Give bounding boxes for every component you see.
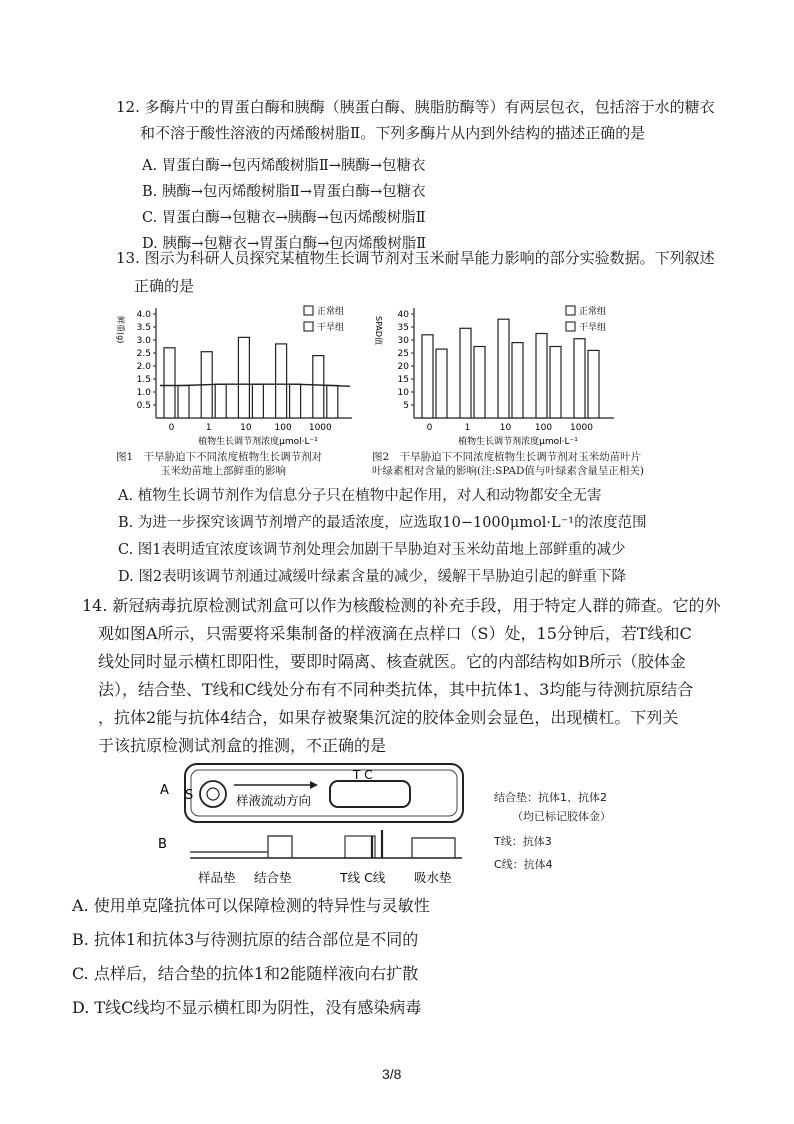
y-tick-label: 25 (397, 349, 409, 359)
bar-normal (574, 339, 585, 418)
bar-normal (460, 328, 471, 418)
sample-well-inner (207, 788, 219, 800)
q14-option-d: D. T线C线均不显示横杠即为阴性，没有感染病毒 (72, 998, 422, 1017)
bar-drought (327, 386, 338, 419)
legend-label: 干旱组 (317, 323, 345, 333)
fig2-caption-line1: 图2 干旱胁迫下不同浓度植物生长调节剂对玉米幼苗叶片 (372, 451, 642, 463)
y-tick-label: 0.5 (136, 401, 151, 411)
q13-option-a: A. 植物生长调节剂作为信息分子只在植物中起作用，对人和动物都安全无害 (118, 488, 602, 504)
y-tick-label: 3.5 (136, 323, 151, 333)
y-tick-label: 1.5 (136, 375, 151, 385)
flow-direction-label: 样液流动方向 (236, 793, 312, 808)
x-tick-label: 0 (426, 423, 433, 433)
x-axis-label: 植物生长调节剂浓度μmol·L⁻¹ (458, 437, 578, 447)
note-colloidal-gold: （均已标记胶体金） (512, 810, 611, 823)
x-tick-label: 0 (168, 423, 175, 433)
bar-normal (238, 337, 249, 418)
q14-stem-line3: 线处同时显示横杠即阳性，要即时隔离、核查就医。它的内部结构如B所示（胶体金 (98, 652, 686, 671)
y-tick-label: 35 (397, 323, 409, 333)
q12-option-c: C. 胃蛋白酶→包糖衣→胰酶→包丙烯酸树脂Ⅱ (142, 210, 426, 226)
x-tick-label: 10 (499, 423, 512, 433)
y-tick-label: 4.0 (136, 310, 151, 320)
y-tick-label: 2.0 (136, 362, 151, 372)
y-tick-label: 5 (403, 401, 409, 411)
x-tick-label: 1 (464, 423, 471, 433)
bar-drought (215, 384, 226, 418)
fig1-caption-line2: 玉米幼苗地上部鲜重的影响 (160, 465, 286, 477)
bar-drought (252, 384, 263, 418)
q13-option-b: B. 为进一步探究该调节剂增产的最适浓度，应选取10−1000μmol·L⁻¹的浓度范围 (118, 515, 647, 531)
y-tick-label: 20 (397, 362, 409, 372)
bar-drought (512, 343, 523, 418)
bar-normal (536, 334, 547, 419)
y-tick-label: 10 (397, 388, 409, 398)
bar-drought (178, 386, 189, 419)
x-axis-label: 植物生长调节剂浓度μmol·L⁻¹ (198, 437, 318, 447)
bar-normal (498, 319, 509, 418)
absorbent-pad (412, 838, 455, 858)
bar-drought (588, 350, 599, 418)
q14-stem-line5: ，抗体2能与抗体4结合，如果存被聚集沉淀的胶体金则会显色，出现横杠。下列关 (98, 708, 679, 727)
part-tc-lines: T线 C线 (340, 870, 386, 885)
test-kit-diagram (150, 758, 480, 893)
note-conjugate-pad: 结合垫：抗体1、抗体2 (494, 791, 607, 804)
bar-drought (290, 384, 301, 418)
x-tick-label: 10 (240, 423, 252, 433)
sample-port-label: S (185, 788, 194, 803)
legend-label: 正常组 (317, 307, 345, 317)
legend-swatch (566, 322, 575, 331)
legend-swatch (566, 306, 575, 315)
x-tick-label: 1 (205, 423, 212, 433)
q14-option-a: A. 使用单克隆抗体可以保障检测的特异性与灵敏性 (72, 896, 430, 915)
bar-normal (422, 335, 433, 418)
x-tick-label: 100 (274, 423, 292, 433)
note-c-line: C线：抗体4 (494, 858, 553, 871)
note-t-line: T线：抗体3 (494, 835, 552, 848)
bar-drought (550, 347, 561, 419)
q13-stem-line2: 正确的是 (134, 277, 195, 295)
legend-label: 干旱组 (579, 323, 607, 333)
q12-option-a: A. 胃蛋白酶→包丙烯酸树脂Ⅱ→胰酶→包糖衣 (142, 158, 426, 174)
q12-option-d: D. 胰酶→包糖衣→胃蛋白酶→包丙烯酸树脂Ⅱ (142, 236, 427, 252)
result-window (330, 781, 410, 807)
legend-swatch (304, 322, 313, 331)
page-number: 3/8 (382, 1066, 402, 1082)
q14-stem-line2: 观如图A所示，只需要将采集制备的样液滴在点样口（S）处，15分钟后，若T线和C (98, 624, 692, 643)
part-conjugate-pad: 结合垫 (254, 870, 292, 885)
q13-stem-line1: 13. 图示为科研人员探究某植物生长调节剂对玉米耐旱能力影响的部分实验数据。下列叙述 (116, 249, 715, 267)
test-cassette-inner (191, 770, 457, 816)
x-tick-label: 1000 (570, 423, 593, 433)
membrane-segment (345, 836, 375, 858)
part-absorbent-pad: 吸水垫 (414, 870, 452, 885)
bar-normal (164, 348, 175, 418)
y-tick-label: 40 (397, 310, 409, 320)
y-axis-label: SPAD值 (374, 316, 383, 346)
y-tick-label: 1.0 (136, 388, 151, 398)
q12-stem-line2: 和不溶于酸性溶液的丙烯酸树脂Ⅱ。下列多酶片从内到外结构的描述正确的是 (140, 124, 646, 142)
diagram-label-b: B (158, 837, 167, 852)
y-tick-label: 2.5 (136, 349, 151, 359)
y-tick-label: 15 (397, 375, 409, 385)
x-tick-label: 100 (534, 423, 553, 433)
bar-normal (276, 344, 287, 418)
y-axis-label: 鲜重(g) (116, 316, 125, 344)
part-sample-pad: 样品垫 (198, 870, 236, 885)
q14-stem-line1: 14. 新冠病毒抗原检测试剂盒可以作为核酸检测的补充手段，用于特定人群的筛查。它的外 (82, 596, 721, 615)
diagram-label-a: A (160, 783, 169, 798)
x-tick-label: 1000 (308, 423, 332, 433)
legend-label: 正常组 (579, 307, 607, 317)
q13-option-c: C. 图1表明适宜浓度该调节剂处理会加剧干旱胁迫对玉米幼苗地上部鲜重的减少 (118, 542, 626, 558)
y-tick-label: 3.0 (136, 336, 151, 346)
q12-stem-line1: 12. 多酶片中的胃蛋白酶和胰酶（胰蛋白酶、胰脂肪酶等）有两层包衣，包括溶于水的糖衣 (116, 98, 715, 116)
q14-option-c: C. 点样后，结合垫的抗体1和2能随样液向右扩散 (72, 964, 419, 983)
fig2-caption-line2: 叶绿素相对含量的影响(注:SPAD值与叶绿素含量呈正相关) (372, 465, 645, 477)
y-tick-label: 30 (397, 336, 409, 346)
q14-option-b: B. 抗体1和抗体3与待测抗原的结合部位是不同的 (72, 930, 419, 949)
chart-fig1 (116, 305, 352, 447)
tc-label: T C (353, 768, 373, 782)
bar-drought (474, 347, 485, 419)
q14-stem-line6: 于该抗原检测试剂盒的推测，不正确的是 (98, 736, 387, 755)
flow-arrowhead (310, 781, 318, 789)
q12-option-b: B. 胰酶→包丙烯酸树脂Ⅱ→胃蛋白酶→包糖衣 (142, 184, 426, 200)
q14-stem-line4: 法），结合垫、T线和C线处分布有不同种类抗体，其中抗体1、3均能与待测抗原结合 (98, 680, 694, 699)
q13-option-d: D. 图2表明该调节剂通过减缓叶绿素含量的减少，缓解干旱胁迫引起的鲜重下降 (118, 569, 627, 585)
sample-well (200, 781, 226, 807)
bar-normal (313, 356, 324, 418)
fig1-caption-line1: 图1 干旱胁迫下不同浓度植物生长调节剂对 (116, 451, 323, 463)
conjugate-pad (268, 836, 292, 858)
legend-swatch (304, 306, 313, 315)
bar-drought (436, 349, 447, 418)
q13-charts (112, 300, 724, 450)
chart-fig2 (374, 305, 614, 447)
